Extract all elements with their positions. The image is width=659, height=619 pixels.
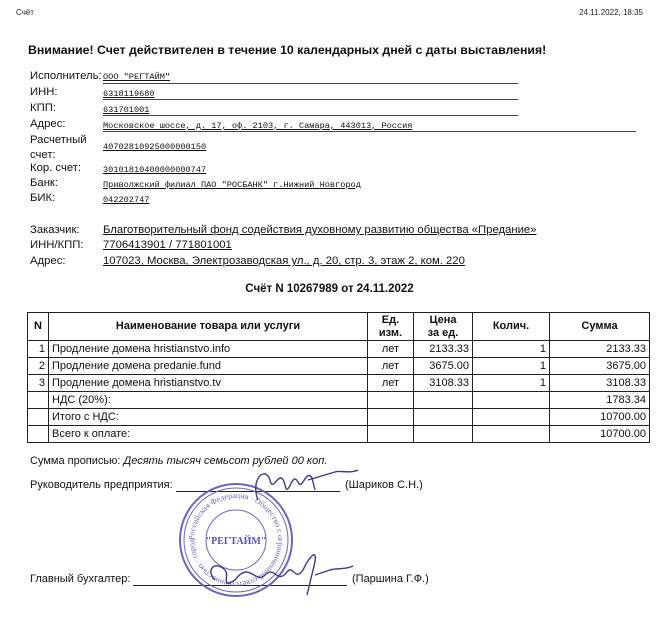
table-row: [28, 341, 650, 358]
empty-cell: [28, 392, 49, 409]
col-unit: [368, 313, 414, 341]
col-price-line2: за ед.: [427, 326, 459, 339]
invoice-title: Счёт N 10267989 от 24.11.2022: [245, 283, 414, 295]
bik-label: БИК:: [30, 192, 56, 204]
customer-innkpp-label: ИНН/КПП:: [30, 239, 84, 251]
amount-words-label: Сумма прописью:: [30, 455, 121, 467]
col-name: Наименование товара или услуги: [49, 313, 368, 341]
col-price-line1: Цена: [429, 313, 457, 326]
empty-cell: [473, 392, 550, 409]
row-n: 2: [28, 358, 49, 375]
col-sum: Сумма: [550, 313, 650, 341]
customer-label: Заказчик:: [30, 224, 80, 236]
table-row: [28, 375, 650, 392]
director-signature: [240, 460, 380, 510]
col-qty: Колич.: [473, 313, 550, 341]
inn-value: 6318119680: [103, 89, 155, 99]
kpp-value: 631701001: [103, 105, 150, 115]
total-label: Итого с НДС:: [49, 409, 368, 426]
row-unit: лет: [368, 358, 414, 375]
page-header-title: Счёт: [16, 8, 34, 17]
total-row: [28, 409, 650, 426]
customer-value: Благотворительный фонд содействия духовному развитию общества «Предание»: [103, 224, 537, 236]
executor-label: Исполнитель:: [30, 70, 102, 82]
underline: [103, 83, 518, 84]
due-value: 10700.00: [550, 426, 650, 443]
empty-cell: [28, 409, 49, 426]
due-row: [28, 426, 650, 443]
row-qty: 1: [473, 341, 550, 358]
row-unit: лет: [368, 341, 414, 358]
empty-cell: [368, 392, 414, 409]
row-name: Продление домена predanie.fund: [49, 358, 368, 375]
table-row: [28, 358, 650, 375]
validity-warning: Внимание! Счет действителен в течение 10 календарных дней с даты выставления!: [28, 43, 547, 57]
address-label: Адрес:: [30, 118, 66, 130]
row-n: 1: [28, 341, 49, 358]
bik-value: 042202747: [103, 195, 150, 205]
empty-cell: [414, 392, 473, 409]
director-label: Руководитель предприятия:: [30, 479, 173, 491]
underline: [103, 131, 636, 132]
row-name: Продление домена hristianstvo.tv: [49, 375, 368, 392]
empty-cell: [414, 426, 473, 443]
col-n: N: [28, 313, 49, 341]
account-label-line2: счет:: [30, 149, 56, 161]
amount-words-value: Десять тысяч семьсот рублей 00 коп.: [123, 455, 328, 467]
accountant-signature: [195, 540, 355, 600]
row-sum: 3675.00: [550, 358, 650, 375]
accountant-label: Главный бухгалтер:: [30, 573, 131, 585]
empty-cell: [473, 426, 550, 443]
underline: [103, 115, 518, 116]
row-qty: 1: [473, 358, 550, 375]
row-sum: 2133.33: [550, 341, 650, 358]
row-unit: лет: [368, 375, 414, 392]
row-price: 3675.00: [414, 358, 473, 375]
customer-innkpp-value: 7706413901 / 771801001: [103, 239, 232, 251]
empty-cell: [28, 426, 49, 443]
corr-account-label: Кор. счет:: [30, 162, 82, 174]
empty-cell: [414, 409, 473, 426]
page-header-datetime: 24.11.2022, 18:35: [579, 8, 643, 17]
vat-value: 1783.34: [550, 392, 650, 409]
row-price: 2133.33: [414, 341, 473, 358]
address-value: Московское шоссе, д. 17, оф. 2103, г. Самара, 443013, Россия: [103, 121, 413, 131]
total-value: 10700.00: [550, 409, 650, 426]
executor-value: ООО "РЕГТАЙМ": [103, 72, 171, 82]
empty-cell: [368, 426, 414, 443]
bank-label: Банк:: [30, 177, 59, 189]
kpp-label: КПП:: [30, 102, 56, 114]
customer-address-value: 107023, Москва, Электрозаводская ул., д. 20, стр. 3, этаж 2, ком. 220: [103, 255, 465, 267]
col-unit-line2: изм.: [378, 326, 403, 339]
invoice-table: [27, 312, 650, 443]
vat-label: НДС (20%):: [49, 392, 368, 409]
inn-label: ИНН:: [30, 86, 58, 98]
bank-value: Приволжский филиал ПАО "РОСБАНК" г.Нижний Новгород: [103, 180, 361, 190]
due-label: Всего к оплате:: [49, 426, 368, 443]
row-price: 3108.33: [414, 375, 473, 392]
row-name: Продление домена hristianstvo.info: [49, 341, 368, 358]
empty-cell: [473, 409, 550, 426]
row-sum: 3108.33: [550, 375, 650, 392]
accountant-name: (Паршина Г.Ф.): [352, 573, 429, 585]
row-n: 3: [28, 375, 49, 392]
director-name: (Шариков С.Н.): [345, 479, 423, 491]
stamp-ring-text: Российская Федерация · Общество с ограниченной ответственностью · город: [186, 490, 286, 590]
customer-address-label: Адрес:: [30, 255, 66, 267]
row-qty: 1: [473, 375, 550, 392]
col-unit-line1: Ед.: [381, 313, 400, 326]
account-label-line1: Расчетный: [30, 134, 87, 146]
empty-cell: [368, 409, 414, 426]
table-header-row: [28, 313, 650, 341]
account-value: 40702810925000000150: [103, 142, 207, 152]
stamp-center-text: "РЕГТАЙМ": [205, 536, 267, 547]
vat-row: [28, 392, 650, 409]
underline: [103, 99, 518, 100]
corr-account-value: 30101810400000000747: [103, 165, 207, 175]
col-price: [414, 313, 473, 341]
